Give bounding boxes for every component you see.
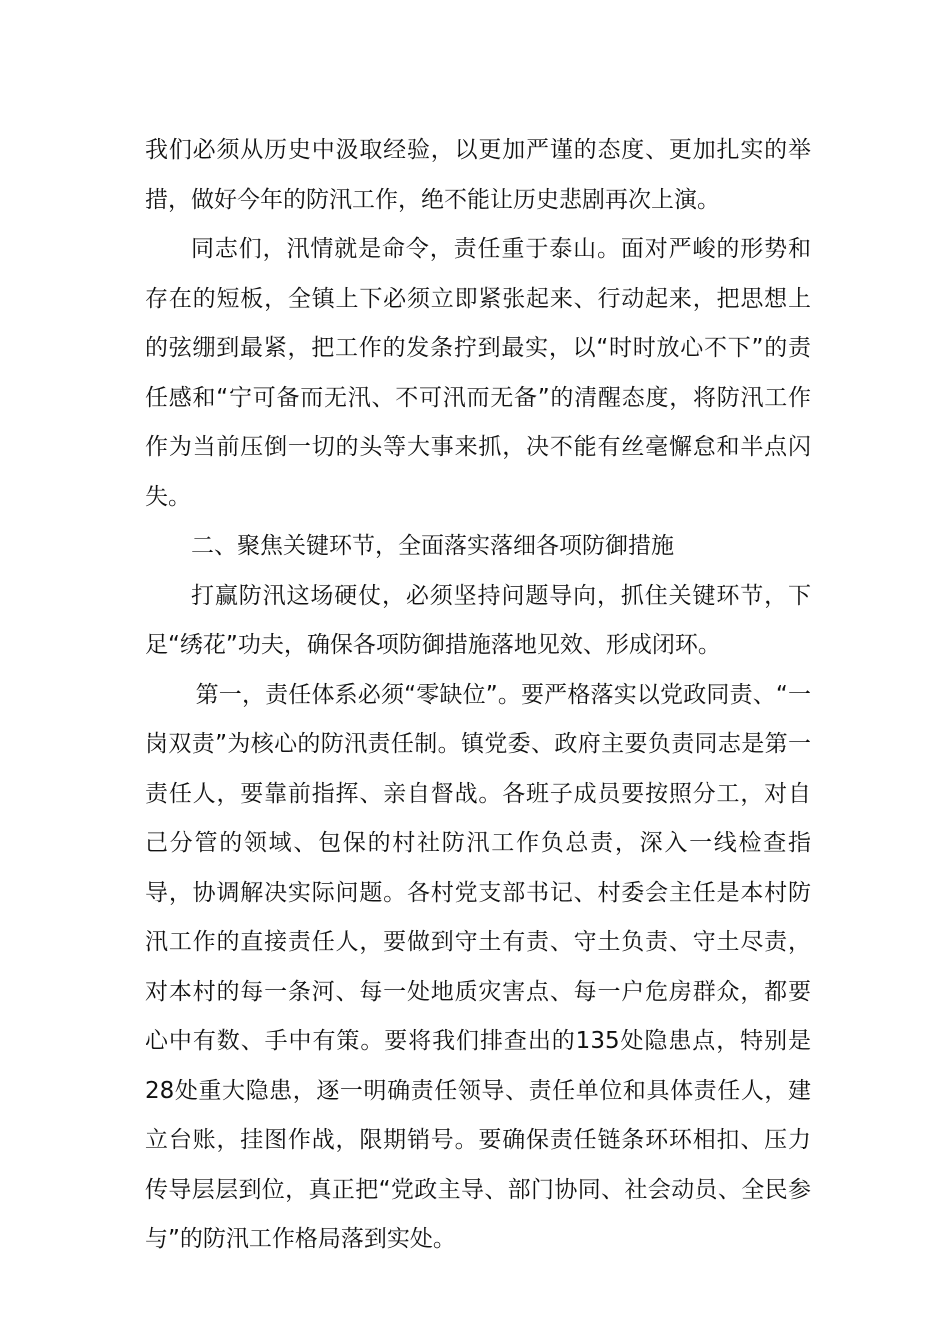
- section-heading: 二、聚焦关键环节，全面落实落细各项防御措施: [191, 533, 674, 559]
- paragraph-first-point: 第一，责任体系必须“零缺位”。要严格落实以党政同责、“一岗双责”为核心的防汛责任制。镇党委、政府主要负责同志是第一责任人，要靠前指挥、亲自督战。各班子成员要按照分工，对自己分管的领域、包保的村社防汛工作负总责，深入一线检查指导，协调解决实际问题。各村党支部书记、村委会主任是本村防汛工作的直接责任人，要做到守土有责、守土负责、守土尽责，对本村的每一条河、每一处地质灾害点、每一户危房群众，都要心中有数、手中有策。要将我们排查出的135处隐患点，特别是28处重大隐患，逐一明确责任领导、责任单位和具体责任人，建立台账，挂图作战，限期销号。要确保责任链条环环相扣、压力传导层层到位，真正把“党政主导、部门协同、社会动员、全民参与”的防汛工作格局落到实处。: [145, 681, 811, 1252]
- paragraph-intro: 打赢防汛这场硬仗，必须坚持问题导向，抓住关键环节，下足“绣花”功夫，确保各项防御措施落地见效、形成闭环。: [145, 582, 811, 658]
- document-body: [145, 126, 811, 1265]
- paragraph-comrades: 同志们，汛情就是命令，责任重于泰山。面对严峻的形势和存在的短板，全镇上下必须立即紧张起来、行动起来，把思想上的弦绷到最紧，把工作的发条拧到最实，以“时时放心不下”的责任感和“宁可备而无汛、不可汛而无备”的清醒态度，将防汛工作作为当前压倒一切的头等大事来抓，决不能有丝毫懈怠和半点闪失。: [145, 236, 811, 510]
- paragraph-continuation: 我们必须从历史中汲取经验，以更加严谨的态度、更加扎实的举措，做好今年的防汛工作，绝不能让历史悲剧再次上演。: [145, 137, 811, 213]
